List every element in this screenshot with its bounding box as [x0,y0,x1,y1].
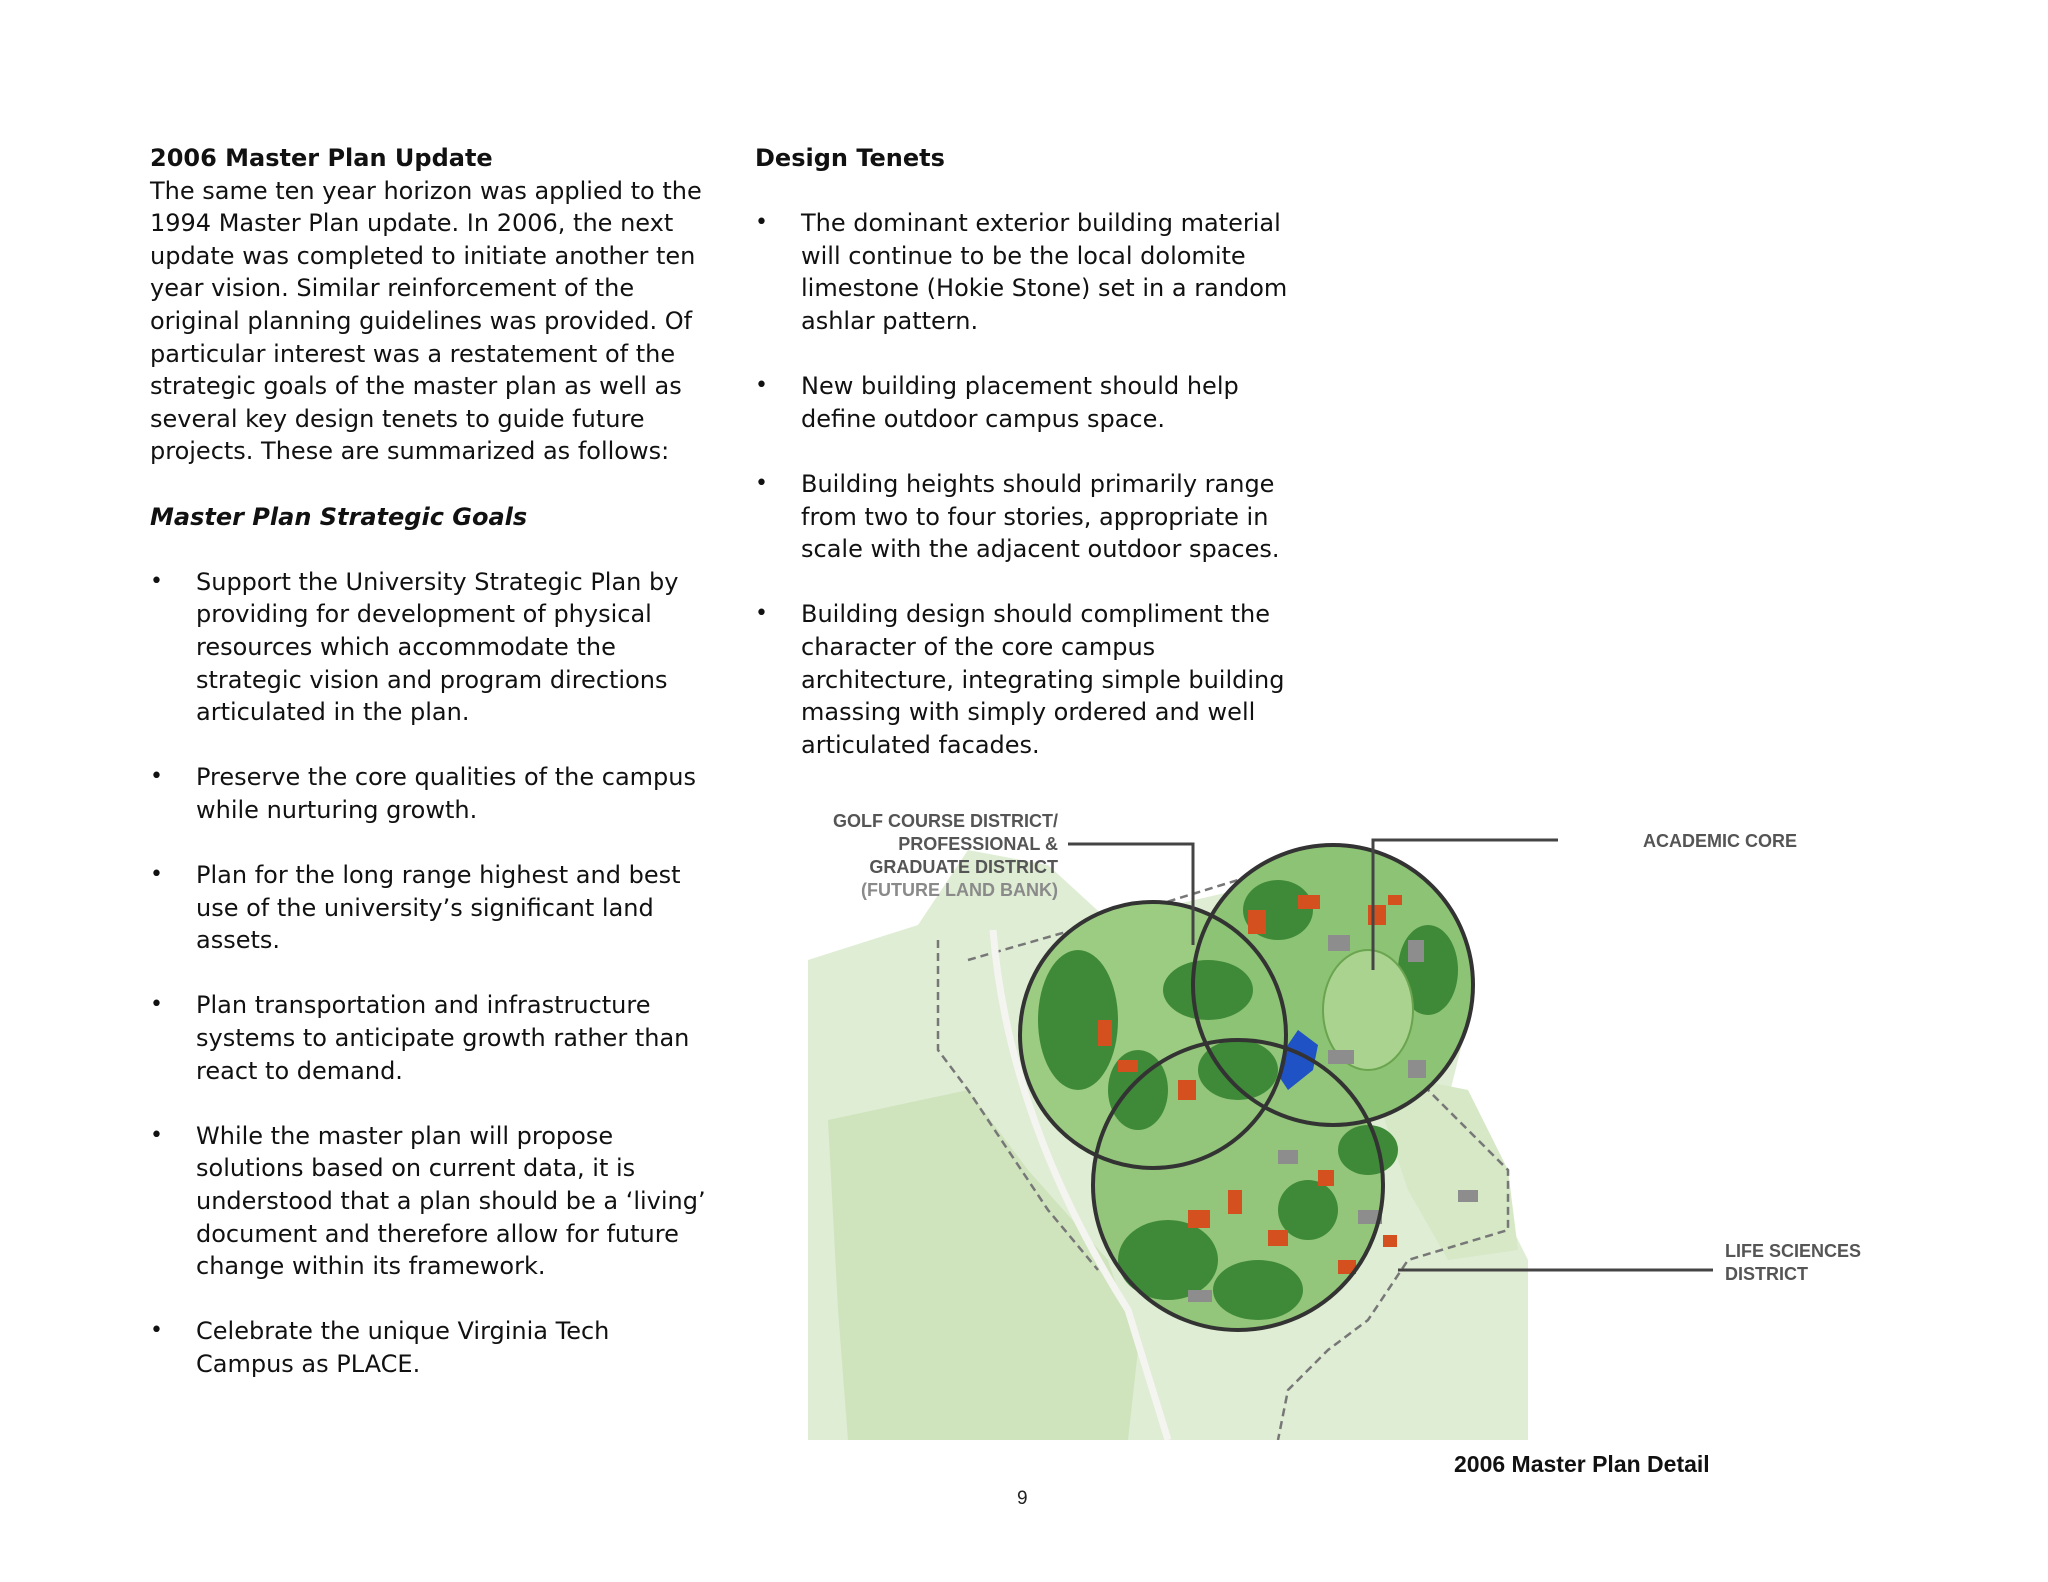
text-line: • Building design should compliment the [801,600,1270,629]
text-line: character of the core campus [801,632,1156,661]
text-line: articulated facades. [801,730,1040,759]
text-line: architecture, integrating simple building [801,665,1285,694]
text-line: limestone (Hokie Stone) set in a random [801,274,1288,303]
left-column [150,142,710,1413]
text-line: Campus as PLACE. [196,1349,421,1378]
text-line: year vision. Similar reinforcement of the [150,274,635,303]
golf-district-label-3: GRADUATE DISTRICT [869,857,1058,877]
section-heading: 2006 Master Plan Update [150,144,493,172]
figure-caption: 2006 Master Plan Detail [1454,1451,1710,1477]
text-line: update was completed to initiate another ten [150,241,696,270]
text-line: providing for development of physical [196,600,652,629]
tenet-item [755,468,1315,566]
goals-heading: Master Plan Strategic Goals [150,502,528,531]
goal-item [150,859,710,957]
goal-item [150,1120,710,1283]
text-line: original planning guidelines was provided. Of [150,306,693,335]
academic-core-label: ACADEMIC CORE [1643,831,1798,851]
text-line: • Support the University Strategic Plan by [196,567,679,596]
text-line: react to demand. [196,1056,403,1085]
text-line: will continue to be the local dolomite [801,241,1246,270]
goal-item [150,1315,710,1380]
text-line: solutions based on current data, it is [196,1154,636,1183]
tenet-item [755,598,1315,761]
tenet-item [755,370,1315,435]
text-line: • Preserve the core qualities of the campus [196,763,696,792]
life-sciences-label-1: LIFE SCIENCES [1725,1241,1862,1261]
text-line: strategic vision and program directions [196,665,668,694]
goal-item [150,566,710,729]
text-line: projects. These are summarized as follows: [150,437,670,466]
text-line: ashlar pattern. [801,306,979,335]
text-line: massing with simply ordered and well [801,698,1256,727]
text-line: particular interest was a restatement of the [150,339,676,368]
text-line: understood that a plan should be a ‘living’ [196,1187,706,1215]
right-column [755,142,1315,794]
text-line: use of the university’s significant land [196,893,654,922]
text-line: systems to anticipate growth rather than [196,1024,690,1053]
text-line: from two to four stories, appropriate in [801,502,1269,531]
text-line: change within its framework. [196,1252,546,1281]
page-number: 9 [1017,1488,1028,1509]
golf-district-label-1: GOLF COURSE DISTRICT/ [833,811,1058,831]
goal-item [150,989,710,1087]
text-line: articulated in the plan. [196,698,470,727]
text-line: • The dominant exterior building material [801,209,1281,238]
text-line: define outdoor campus space. [801,404,1166,433]
master-plan-map [808,790,1878,1440]
text-line: The same ten year horizon was applied to the [150,176,702,205]
map-illustration [808,790,1878,1440]
text-line: assets. [196,926,281,955]
text-line: • Plan for the long range highest and best [196,861,681,890]
text-line: • Building heights should primarily range [801,469,1275,498]
tenets-heading: Design Tenets [755,144,945,172]
text-line: • Plan transportation and infrastructure [196,991,651,1020]
text-line: strategic goals of the master plan as well as [150,372,682,401]
tenets-list [755,207,1315,761]
text-line: • Celebrate the unique Virginia Tech [196,1317,610,1346]
tenet-item [755,207,1315,337]
text-line: scale with the adjacent outdoor spaces. [801,535,1280,564]
golf-district-label-4: (FUTURE LAND BANK) [861,880,1058,900]
life-sciences-label-2: DISTRICT [1725,1264,1808,1284]
text-line: • While the master plan will propose [196,1121,614,1150]
text-line: • New building placement should help [801,372,1239,401]
text-line: 1994 Master Plan update. In 2006, the next [150,209,674,238]
text-line: several key design tenets to guide future [150,404,645,433]
goals-list [150,566,710,1381]
golf-district-label-2: PROFESSIONAL & [898,834,1058,854]
text-line: resources which accommodate the [196,632,616,661]
intro-paragraph [150,175,710,468]
text-line: while nurturing growth. [196,795,478,824]
text-line: document and therefore allow for future [196,1219,679,1248]
goal-item [150,761,710,826]
